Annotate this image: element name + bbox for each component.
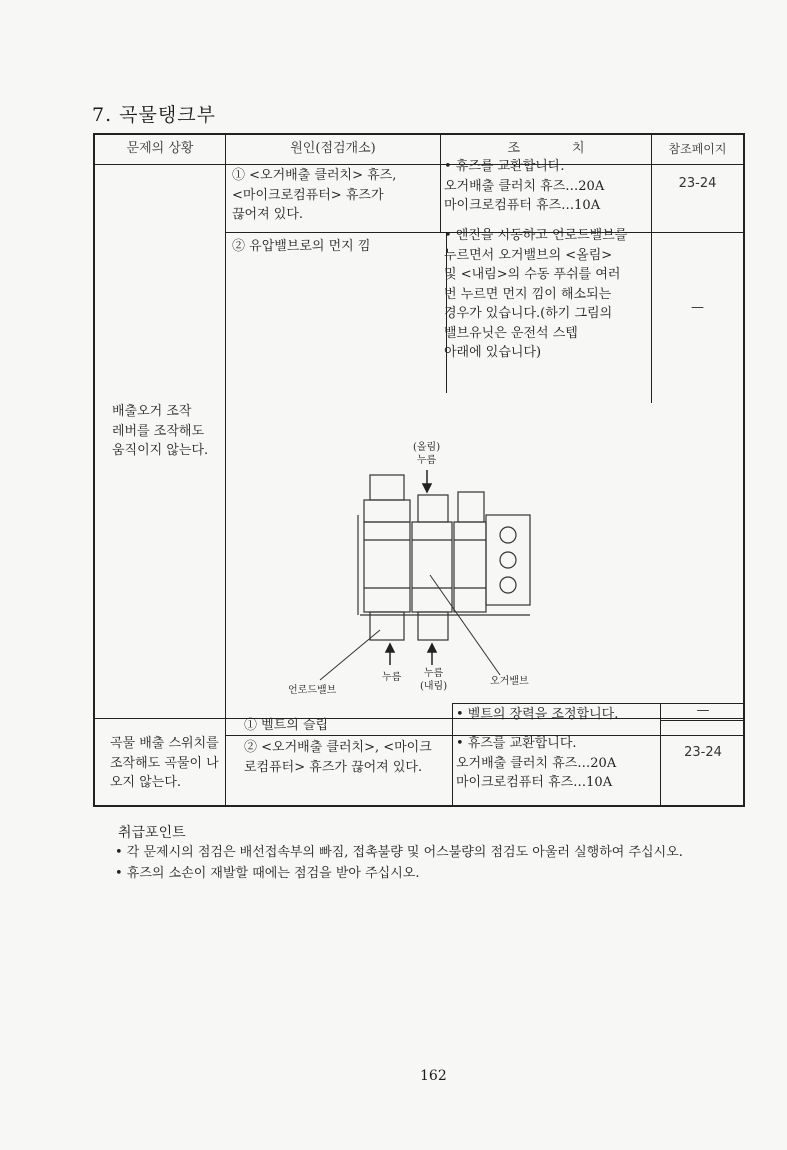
- problem-auger-lever: 배출오거 조작 레버를 조작해도 움직이지 않는다.: [112, 404, 209, 458]
- label-push: 누름: [382, 672, 402, 683]
- cause-fuse-blown-2: ② <오거배출 클러치>, <마이크 로컴퓨터> 휴즈가 끊어져 있다.: [244, 740, 432, 775]
- label-push-up: (올림) 누름: [413, 442, 441, 466]
- tip-item-1: • 각 문제시의 점검은 배선접속부의 빠짐, 접촉불량 및 어스불량의 점검도 아울러 실행하여 주십시오.: [115, 845, 683, 860]
- ref-page-3: —: [696, 703, 710, 718]
- tip-item-2: • 휴즈의 소손이 재발할 때에는 점검을 받아 주십시오.: [115, 866, 420, 881]
- action-replace-fuse-2: • 휴즈를 교환합니다. 오거배출 클러치 휴즈…20A 마이크로컴퓨터 휴즈…10A: [456, 736, 617, 790]
- ref-page-4: 23-24: [684, 745, 722, 760]
- cause-hydraulic-dust: ② 유압밸브로의 먼지 낌: [232, 239, 371, 254]
- label-push-down: 누름 (내림): [420, 668, 448, 692]
- header-ref-page: 참조페이지: [668, 142, 727, 156]
- action-push-valve: • 엔진을 시동하고 언로드밸브를 누르면서 오거밸브의 <올림> 및 <내림>의 수동 푸쉬를 여러 번 누르면 먼지 낌이 해소되는 경우가 있습니다.(하기 그림의 밸브유닛은 운전석 스텝 아래에 있습니다): [444, 228, 628, 360]
- section-title: 7. 곡물탱크부: [92, 104, 216, 126]
- valve-unit-diagram: [280, 440, 550, 700]
- action-adjust-belt: • 벨트의 장력을 조정합니다.: [456, 707, 619, 722]
- cause-belt-slip: ① 벨트의 슬립: [244, 718, 329, 733]
- label-unload-valve: 언로드밸브: [288, 685, 337, 696]
- ref-page-1: 23-24: [678, 176, 717, 191]
- ref-page-2: —: [691, 300, 704, 315]
- cause-fuse-blown: ① <오거배출 클러치> 휴즈, <마이크로컴퓨터> 휴즈가 끊어져 있다.: [232, 168, 397, 222]
- problem-grain-not-discharged: 곡물 배출 스위치를 조작해도 곡물이 나 오지 않는다.: [110, 736, 219, 790]
- tips-heading: 취급포인트: [118, 825, 186, 841]
- header-action: 조 치: [507, 141, 585, 156]
- page-number: 162: [420, 1068, 447, 1084]
- label-auger-valve: 오거밸브: [490, 676, 529, 687]
- header-problem: 문제의 상황: [126, 141, 194, 156]
- action-replace-fuse: • 휴즈를 교환합니다. 오거배출 클러치 휴즈…20A 마이크로컴퓨터 휴즈…10A: [444, 159, 605, 213]
- header-cause: 원인(점검개소): [290, 141, 376, 156]
